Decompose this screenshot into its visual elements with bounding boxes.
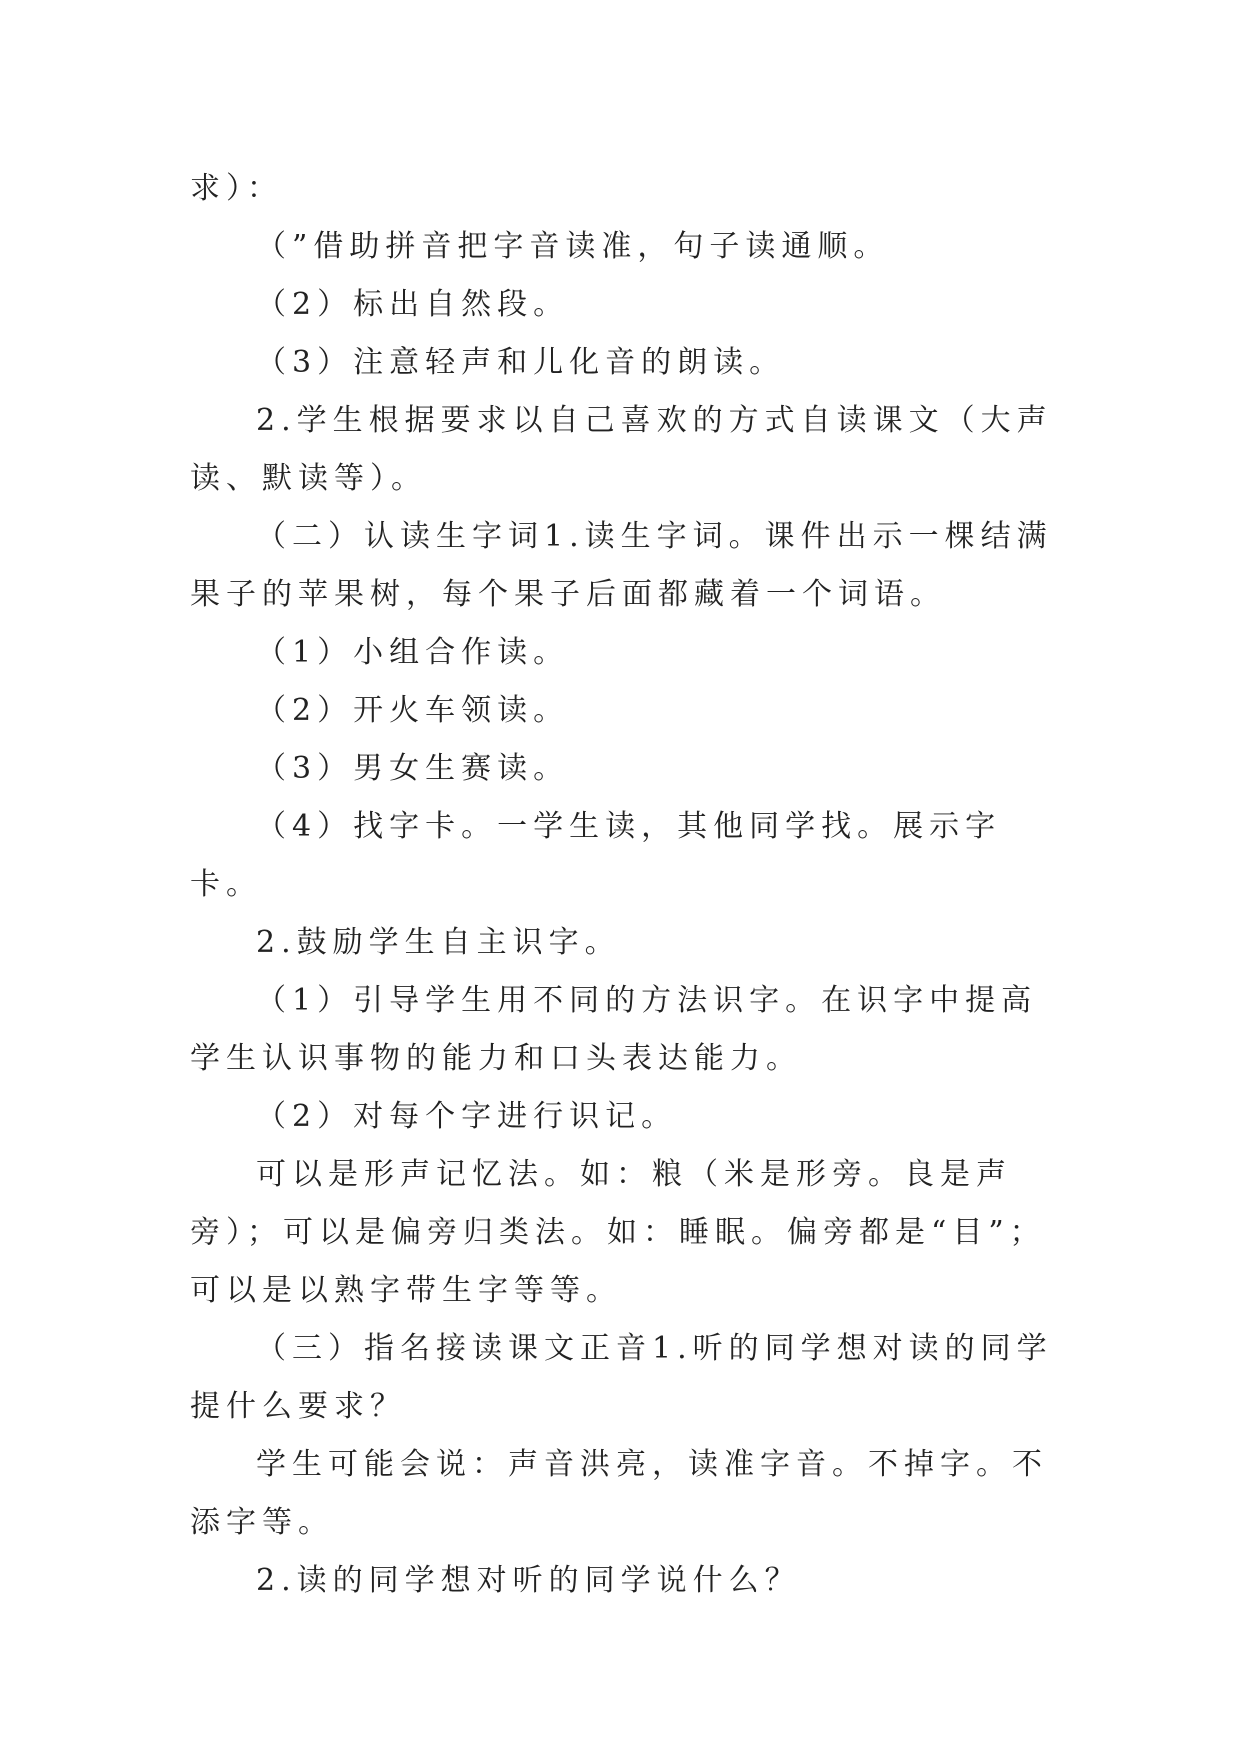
paragraph: 求）： <box>190 171 283 206</box>
paragraph: （二）认读生字词1.读生字词。课件出示一棵结满果子的苹果树，每个果子后面都藏着一个词语。 <box>190 519 1053 612</box>
paragraph: （三）指名接读课文正音1.听的同学想对读的同学提什么要求？ <box>190 1331 1053 1424</box>
paragraph: （2）标出自然段。 <box>256 287 570 322</box>
paragraph: 2.学生根据要求以自己喜欢的方式自读课文（大声读、默读等）。 <box>190 403 1053 496</box>
paragraph: （4）找字卡。一学生读，其他同学找。展示字卡。 <box>190 809 1002 902</box>
paragraph: 学生可能会说：声音洪亮，读准字音。不掉字。不添字等。 <box>190 1447 1048 1540</box>
paragraph: 2.鼓励学生自主识字。 <box>256 925 621 960</box>
paragraph: （1）小组合作读。 <box>256 635 570 670</box>
paragraph: 可以是形声记忆法。如：粮（米是形旁。良是声旁）；可以是偏旁归类法。如：睡眠。偏旁都是“目”；可以是以熟字带生字等等。 <box>190 1157 1046 1308</box>
paragraph: （3）男女生赛读。 <box>256 751 570 786</box>
paragraph: 2.读的同学想对听的同学说什么？ <box>256 1563 801 1598</box>
paragraph: （2）开火车领读。 <box>256 693 570 728</box>
document-body <box>190 160 1060 1610</box>
paragraph: （3）注意轻声和儿化音的朗读。 <box>256 345 786 380</box>
paragraph: （1）引导学生用不同的方法识字。在识字中提高学生认识事物的能力和口头表达能力。 <box>190 983 1038 1076</box>
paragraph: （2）对每个字进行识记。 <box>256 1099 678 1134</box>
paragraph: （”借助拼音把字音读准，句子读通顺。 <box>256 229 890 264</box>
